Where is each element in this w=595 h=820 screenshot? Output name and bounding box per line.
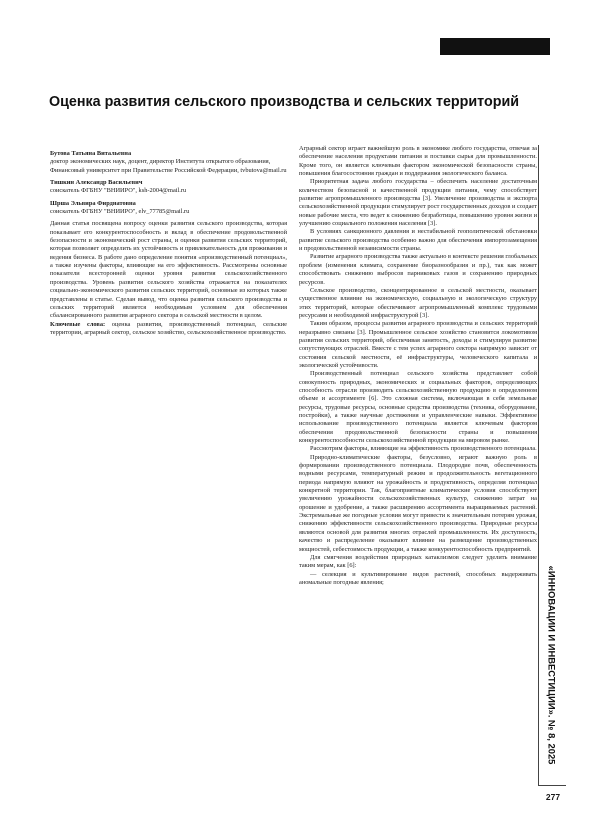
body-paragraph: Рассмотрим факторы, влияющие на эффективность производственного потенциала. [310, 445, 537, 453]
journal-name: «ИННОВАЦИИ И ИНВЕСТИЦИИ». № 8, 2025 [546, 565, 558, 765]
body-paragraph: В условиях санкционного давления и нестабильной геополитической обстановки развитие сельского производства особенно важно для обеспечения импортозамещения и продовольственной независимости страны. [299, 228, 537, 253]
author-info: соискатель ФГБНУ "ВНИИРО", ksh-2004@mail.ru [50, 187, 187, 195]
left-column [50, 150, 287, 337]
body-paragraph: Производственный потенциал сельского хозяйства представляет собой совокупность природных, экономических и социальных факторов, определяющих способность отрасли производить сельскохозяйственную продукцию в определенном объеме и ассортименте [6]. Это сложная система, включающая в себя земельные ресурсы, трудовые ресурсы, основные средства производства (техника, оборудование, постройки), а также научные достижения и управленческие навыки. Эффективное использование производственного потенциала является ключевым фактором обеспечения продовольственной безопасности страны и повышения конкурентоспособности сельскохозяйственной продукции на мировом рынке. [299, 370, 537, 445]
author-block [50, 150, 287, 175]
header-bar-decoration [440, 38, 550, 55]
body-paragraph: — селекция и культивирование видов растений, способных выдерживать аномальные погодные явления; [299, 570, 537, 586]
body-paragraph: Природно-климатические факторы, безусловно, играют важную роль в формировании производственного потенциала. Плодородие почв, обеспеченность водными ресурсами, температурный режим и продолжительность вегетационного периода напрямую влияют на урожайность и продуктивность, определяя потенциал конкретной территории. Так, благоприятные климатические условия способствуют увеличению урожайности сельскохозяйственных культур, снижению затрат на орошение и удобрение, а также расширению ассортимента выращиваемых растений. Экстремальные же погодные условия могут привести к значительным потерям урожая, снижению эффективности сельскохозяйственного производства. Природные ресурсы являются основой для развития многих отраслей промышленности. Их доступность, качество и распределение оказывают влияние на размещение производственных мощностей, себестоимость продукции, а также конкурентоспособность предприятий. [299, 453, 537, 553]
author-name: Бутова Татьяна Витальевна [50, 150, 132, 157]
body-paragraph: Сельское производство, сконцентрированное в сельской местности, оказывает существенное влияние на экономическую, социальную и экологическую структуру этих территорий, которые обеспечивают агропромышленный комплекс трудовыми ресурсами и необходимой инфраструктурой [3]. [299, 286, 537, 319]
keywords-text: оценка развития, производственный потенциал, сельские территории, аграрный сектор, сельское хозяйство, сельскохозяйственное производство. [50, 320, 287, 336]
author-block [50, 179, 287, 196]
article-title: Оценка развития сельского производства и сельских территорий [49, 94, 520, 110]
author-name: Тишкин Александр Васильевич [50, 179, 143, 187]
page-number: 277 [545, 792, 561, 802]
body-paragraph: Приоритетная задача любого государства – обеспечить население достаточным количеством безопасной и качественной продукции питания, чему способствует развитие агропромышленного производства [3]. Увеличение производства и экспорта сельскохозяйственной продукции стимулирует рост государственных доходов и создает новые рабочие места, что ведет к снижению безработицы, повышению уровня жизни и улучшению социального положения населения [3]. [299, 178, 537, 228]
author-block [50, 200, 287, 217]
abstract: Данная статья посвящена вопросу оценки развития сельского производства, которая показывает его конкурентоспособность и вклад в обеспечение продовольственной безопасности и экономический рост страны, и оценки развития сельских территорий, которая позволяет определить их устойчивость и привлекательность для проживания и ведения бизнеса. В работе дано определение понятия «производственный потенциал», а также изучены факторы, влияющие на его эффективность. Рассмотрены основные показатели всесторонней оценки уровня развития сельскохозяйственного производства. Уровень развития сельского хозяйства отражается на показателях социально-экономического развития сельских территорий, основные из которых также представлены в статье. Сделан вывод, что оценка развития сельского производства и сельских территорий является необходимым условием для обеспечения сбалансированного развития аграрного сектора в сельской местности в целом. [50, 220, 287, 320]
keywords [50, 321, 287, 338]
body-paragraph: Развитие аграрного производства также актуально в контексте решения глобальных проблем (изменения климата, сохранение биоразнообразия и пр.), так как может способствовать снижению выбросов парниковых газов и сохранению природных ресурсов. [299, 253, 537, 286]
body-paragraph: Для смягчения воздействия природных катаклизмов следует уделить внимание таким мерам, как [6]: [299, 553, 537, 570]
body-paragraph: Аграрный сектор играет важнейшую роль в экономике любого государства, отвечая за обеспечение населения продуктами питания и поставки сырья для промышленности. Кроме того, он является ключевым фактором экономической безопасности страны, повышения благосостояния граждан и поддержания экологического баланса. [299, 145, 537, 178]
author-info: соискатель ФГБНУ "ВНИИРО", elv_77785@mail.ru [50, 208, 190, 216]
column-divider [538, 145, 539, 785]
author-info: доктор экономических наук, доцент, директор Института открытого образования, Финансовый университет при Правительстве Российской Федерации, tvbutova@mail.ru [50, 158, 287, 174]
body-paragraph: Таким образом, процессы развития аграрного производства и сельских территорий неразрывно связаны [3]. Промышленное сельское хозяйство становится локомотивом развития сельских территорий, обеспечивая занятость, доходы и стимулируя развитие сопутствующих отраслей. Вместе с тем успех аграрного сектора напрямую зависит от состояния сельской местности, её инфраструктуры, человеческого капитала и экологической устойчивости. [299, 320, 537, 369]
footer-divider [538, 785, 566, 786]
right-column [299, 145, 537, 587]
journal-sidebar [540, 555, 564, 775]
keywords-label: Ключевые слова: [50, 320, 106, 328]
author-name: Шрша Эльвира Фирднатовна [50, 199, 136, 207]
